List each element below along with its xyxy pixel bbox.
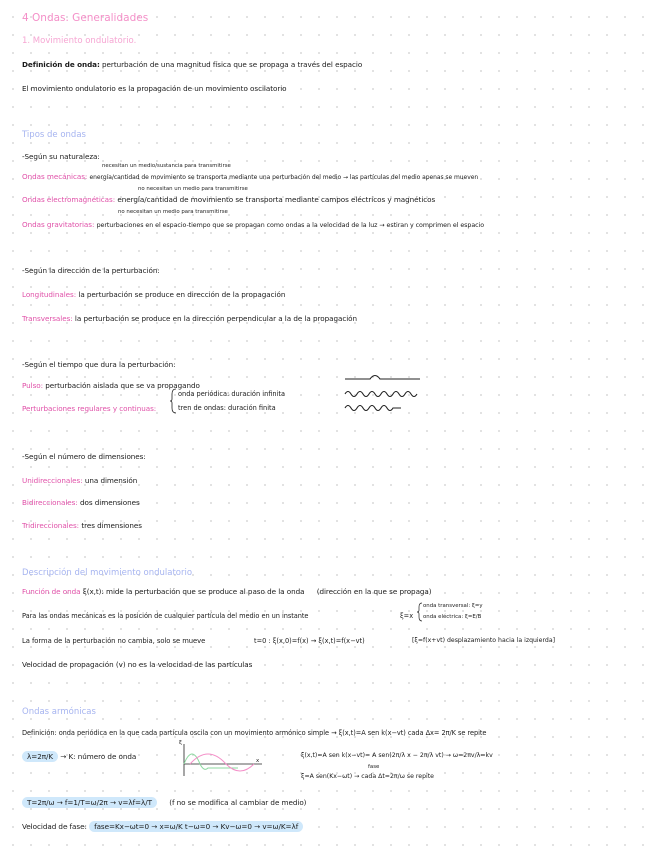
direction-heading: -Según la dirección de la perturbación: bbox=[22, 266, 160, 275]
lambda-text: → K: número de onda bbox=[60, 752, 137, 761]
harmonic-definition-line bbox=[22, 729, 486, 737]
phase-velocity-highlight: fase=Kx−ωt=0 → x=ω/K t−ω=0 → Kv−ω=0 → v=ω/K=λf bbox=[89, 821, 303, 832]
em-note: no necesitan un medio para transmitirse bbox=[138, 186, 248, 192]
regular-line bbox=[22, 404, 156, 413]
wave-train-text: tren de ondas: duración finita bbox=[178, 404, 276, 412]
phase-velocity-text: fase=Kx−ωt=0 → x= bbox=[94, 822, 170, 831]
wave-function-label: Función de onda bbox=[22, 587, 81, 596]
wave-sketches bbox=[345, 370, 420, 414]
periodic-wave-sketch bbox=[345, 392, 417, 397]
unidirectional-text: una dimensión bbox=[84, 476, 138, 485]
brace-icon bbox=[170, 388, 178, 414]
em-line bbox=[22, 195, 435, 204]
mechanical-note: necesitan un medio/sustancia para transmitirse bbox=[102, 163, 231, 169]
transversal-label: Transversales: bbox=[22, 314, 73, 323]
harmonic-heading: Ondas armónicas bbox=[22, 707, 96, 717]
bidirectional-text: dos dimensiones bbox=[80, 498, 140, 507]
harmonic-definition-label: Definición: bbox=[22, 729, 57, 737]
lambda-den: K bbox=[48, 752, 54, 761]
eq2-text: ξ=A sen(Kx−ωt) → cada Δt= bbox=[301, 773, 390, 780]
phase-velocity-text2: t−ω=0 → Kv−ω=0 → v= bbox=[184, 822, 273, 831]
harmonic-definition-end: se repite bbox=[458, 729, 487, 737]
pulse-label: Pulso: bbox=[22, 381, 44, 390]
longitudinal-text: la perturbación se produce en dirección de la propagación bbox=[78, 290, 286, 299]
tridirectional-text: tres dimensiones bbox=[81, 521, 142, 530]
unidirectional-label: Unidireccionales: bbox=[22, 476, 83, 485]
definition-text: perturbación de una magnitud física que se propaga a través del espacio bbox=[102, 60, 363, 69]
gravitational-label: Ondas gravitatorias: bbox=[22, 220, 95, 229]
pulse-text: perturbación aislada que se va propagando bbox=[45, 381, 200, 390]
shape-text: La forma de la perturbación no cambia, solo se mueve bbox=[22, 637, 206, 645]
period-highlight: T=2π/ω → f=1/T=ω/2π → v=λf=λ/T bbox=[22, 797, 157, 808]
wave-function-note: (dirección en la que se propaga) bbox=[316, 587, 432, 596]
eq2b-text: se repite bbox=[406, 773, 434, 780]
em-text: energía/cantidad de movimiento se transporta mediante campos eléctricos y magnéticos bbox=[117, 195, 436, 204]
period-line bbox=[22, 798, 306, 807]
lambda-num: 2π bbox=[37, 752, 46, 761]
mechanical-label: Ondas mecánicas: bbox=[22, 172, 88, 181]
xi-transversal: onda transversal: ξ=y bbox=[423, 603, 483, 609]
gravitational-note: no necesitan un medio para transmitirse bbox=[118, 209, 228, 215]
period-chain: → f= bbox=[56, 798, 74, 807]
nature-heading: -Según su naturaleza: bbox=[22, 152, 100, 161]
lambda-eq: λ= bbox=[27, 752, 38, 761]
shape-equation: t=0 : ξ(x,0)=f(x) → ξ(x,t)=f(x−vt) bbox=[254, 637, 365, 645]
phase-velocity-line bbox=[22, 822, 303, 831]
phase-velocity-label: Velocidad de fase: bbox=[22, 822, 87, 831]
section-heading: 1. Movimiento ondulatorio. bbox=[22, 36, 137, 46]
lambda-highlight: λ=2π/K bbox=[22, 751, 58, 762]
movement-line: El movimiento ondulatorio es la propagación de un movimiento oscilatorio bbox=[22, 84, 287, 93]
velocity-line bbox=[22, 660, 252, 669]
unidirectional-line bbox=[22, 476, 137, 485]
harmonic-eq1: ξ(x,t)=A sen k(x−vt)= A sen(2π/λ x − 2π/λ vt) → ω=2πv/λ=kv bbox=[301, 752, 493, 759]
harmonic-eq2: ξ=A sen(Kx−ωt) → cada Δt=2π/ω se repite bbox=[301, 773, 434, 780]
mechanical-text: energía/cantidad de movimiento se transporta mediante una perturbación del medio → las partículas del medio apenas se mueven bbox=[89, 174, 479, 181]
eq1d-text: =kv bbox=[480, 752, 493, 759]
lambda-line bbox=[22, 752, 136, 761]
transversal-text: la perturbación se produce en la dirección perpendicular a la de la propagación bbox=[74, 314, 358, 323]
period-eq: T= bbox=[27, 798, 38, 807]
mechanical-line bbox=[22, 172, 478, 181]
harmonic-graph bbox=[178, 742, 264, 780]
bidirectional-line bbox=[22, 498, 140, 507]
pulse-sketch bbox=[345, 376, 420, 380]
shape-equation-left: [ξ=f(x+vt) desplazamiento hacia la izquierda] bbox=[412, 637, 556, 644]
graph-x-label: x bbox=[256, 758, 260, 764]
gravitational-line bbox=[22, 220, 484, 229]
phase-label: fase bbox=[368, 764, 380, 770]
eq1-text: ξ(x,t)=A sen k(x−vt)= A sen( bbox=[301, 752, 392, 759]
delta-x-fraction: 2π/K bbox=[441, 729, 456, 737]
eq1c-text: vt) → ω= bbox=[435, 752, 464, 759]
wave-function-line bbox=[22, 587, 432, 596]
harmonic-definition-text: onda periódica en la que cada partícula oscila con un movimiento armónico simple → ξ(x,t)=A sen k(x−vt) cada Δx= bbox=[58, 729, 440, 737]
wave-train-sketch bbox=[345, 406, 401, 411]
regular-label: Perturbaciones regulares y continuas: bbox=[22, 404, 157, 413]
mechanical-position-line: Para las ondas mecánicas es la posición de cualquier partícula del medio en un instante bbox=[22, 612, 309, 620]
definition-line bbox=[22, 60, 362, 69]
bidirectional-label: Bidireccionales: bbox=[22, 498, 78, 507]
types-heading: Tipos de ondas bbox=[22, 130, 86, 140]
period-chain2: → v=λf= bbox=[109, 798, 142, 807]
xi-electric: onda eléctrica: ξ=E/B bbox=[423, 614, 482, 620]
definition-label: Definición de onda: bbox=[22, 60, 100, 69]
period-note: (f no se modifica al cambiar de medio) bbox=[169, 798, 307, 807]
shape-line bbox=[22, 637, 205, 645]
tridirectional-label: Tridireccionales: bbox=[22, 521, 80, 530]
transversal-line bbox=[22, 314, 357, 323]
description-heading: Descripción del movimiento ondulatorio bbox=[22, 568, 193, 578]
velocity-text: (v) no es la velocidad de las partículas bbox=[115, 660, 253, 669]
gravitational-text: perturbaciones en el espacio-tiempo que se propagan como ondas a la velocidad de la luz → estiran y comprimen el espacio bbox=[96, 222, 485, 229]
velocity-label: Velocidad de propagación bbox=[22, 660, 114, 669]
time-heading: -Según el tiempo que dura la perturbación: bbox=[22, 360, 176, 369]
xi-symbol: ξ=x bbox=[400, 612, 414, 620]
phase-velocity-end: =λf bbox=[285, 822, 299, 831]
longitudinal-line bbox=[22, 290, 285, 299]
graph-y-label: ξ bbox=[179, 740, 183, 746]
em-label: Ondas electromagnéticas: bbox=[22, 195, 116, 204]
tridirectional-line bbox=[22, 521, 142, 530]
dimensions-heading: -Según el número de dimensiones: bbox=[22, 452, 146, 461]
wave-function-text: ξ(x,t): mide la perturbación que se produce al paso de la onda bbox=[82, 587, 305, 596]
eq1b-text: x − bbox=[407, 752, 418, 759]
page-title: 4 Ondas. Generalidades bbox=[22, 12, 149, 24]
longitudinal-label: Longitudinales: bbox=[22, 290, 77, 299]
periodic-wave-text: onda periódica: duración infinita bbox=[178, 390, 286, 398]
